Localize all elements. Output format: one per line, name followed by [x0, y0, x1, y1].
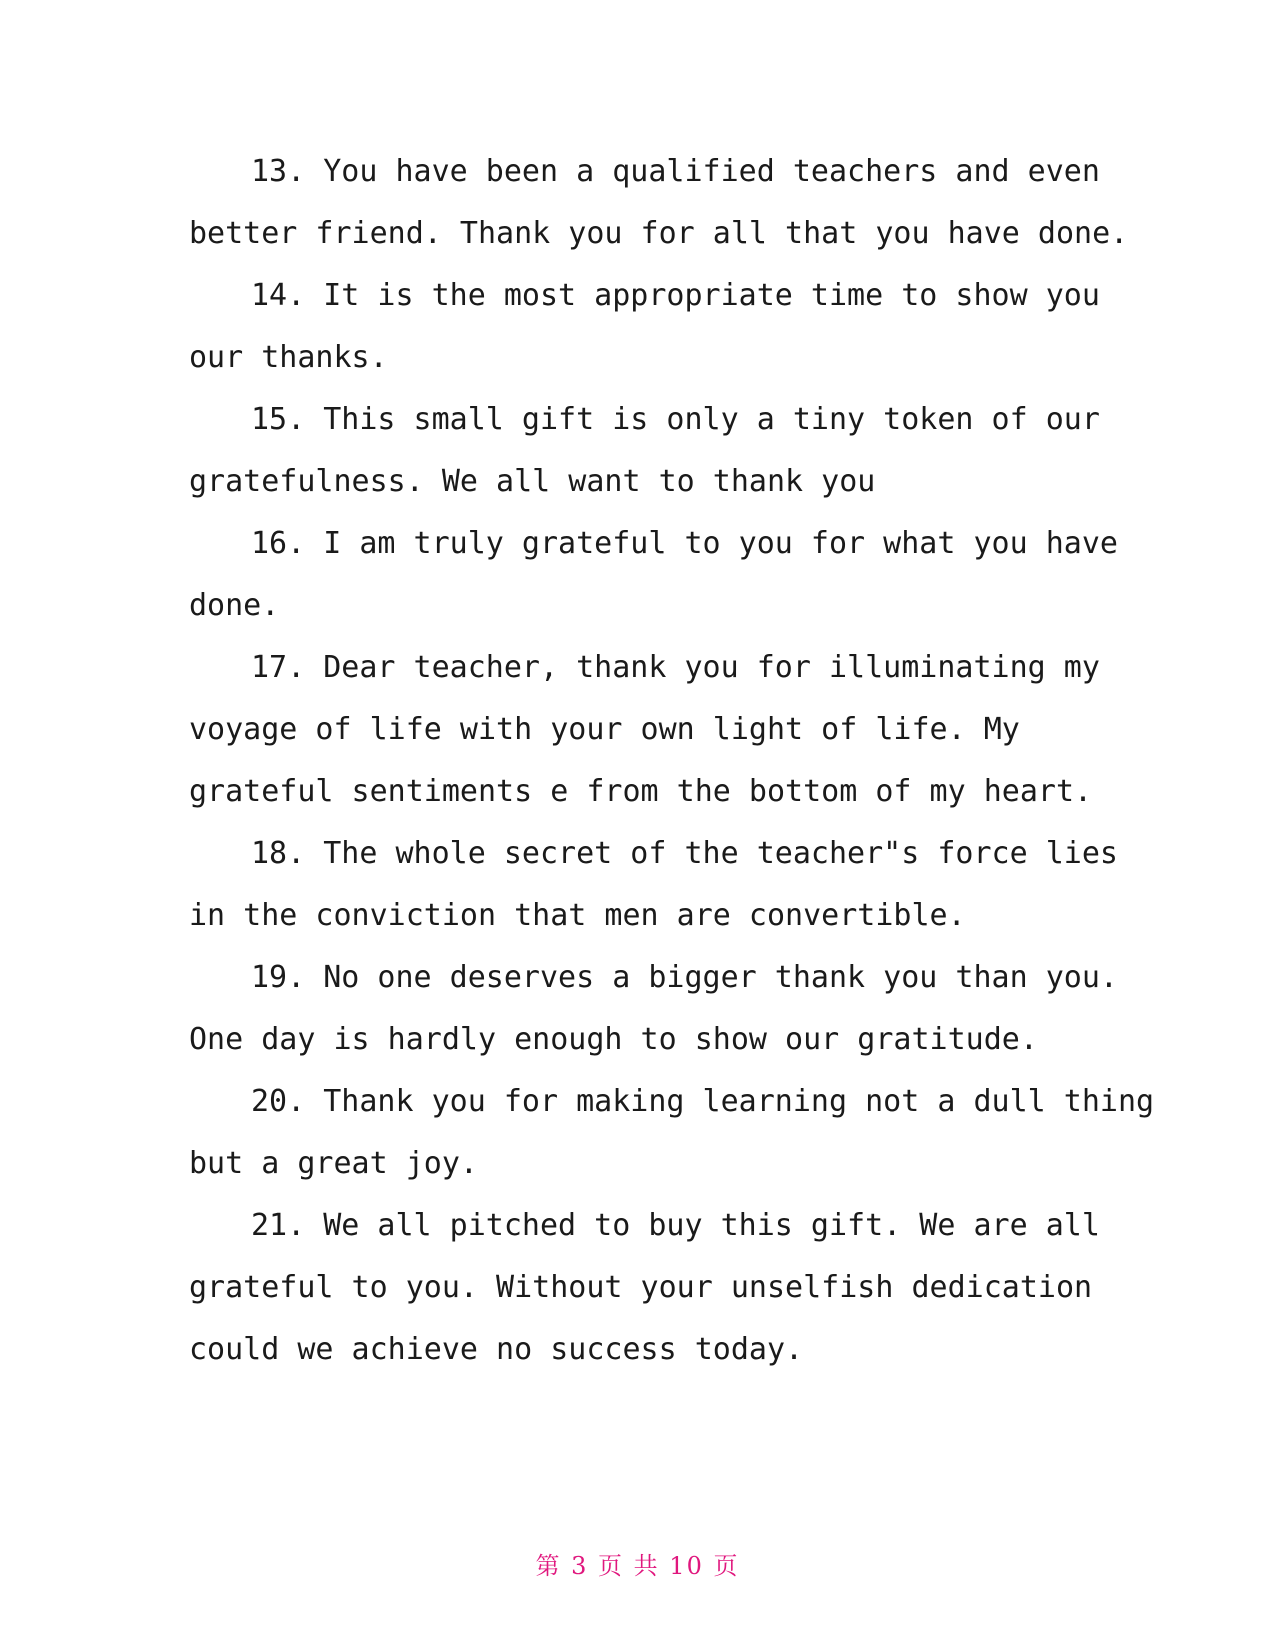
paragraph-17-line-1: 17. Dear teacher, thank you for illuminating my — [251, 650, 1100, 685]
paragraph-20-line-1: 20. Thank you for making learning not a dull thing — [251, 1084, 1155, 1119]
paragraph-15-line-1: 15. This small gift is only a tiny token of our — [251, 402, 1100, 437]
paragraph-19-line-2: One day is hardly enough to show our gratitude. — [189, 1022, 1038, 1057]
paragraph-14-line-1: 14. It is the most appropriate time to show you — [251, 278, 1100, 313]
paragraph-21-line-3: could we achieve no success today. — [189, 1332, 804, 1367]
paragraph-16-line-1: 16. I am truly grateful to you for what you have — [251, 526, 1118, 561]
paragraph-19-line-1: 19. No one deserves a bigger thank you than you. — [251, 960, 1118, 995]
paragraph-21-line-1: 21. We all pitched to buy this gift. We are all — [251, 1208, 1100, 1243]
page-number-footer: 第 3 页 共 10 页 — [535, 1552, 740, 1580]
paragraph-17-line-2: voyage of life with your own light of life. My — [189, 712, 1020, 747]
paragraph-21-line-2: grateful to you. Without your unselfish dedication — [189, 1270, 1093, 1305]
paragraph-14-line-2: our thanks. — [189, 340, 388, 375]
paragraph-20-line-2: but a great joy. — [189, 1146, 478, 1181]
paragraph-15-line-2: gratefulness. We all want to thank you — [189, 464, 876, 499]
paragraph-16-line-2: done. — [189, 588, 280, 623]
paragraph-17-line-3: grateful sentiments e from the bottom of my heart. — [189, 774, 1093, 809]
paragraph-18-line-1: 18. The whole secret of the teacher"s force lies — [251, 836, 1118, 871]
paragraph-13-line-2: better friend. Thank you for all that you have done. — [189, 216, 1129, 251]
paragraph-13-line-1: 13. You have been a qualified teachers and even — [251, 154, 1100, 189]
paragraph-18-line-2: in the conviction that men are convertible. — [189, 898, 966, 933]
